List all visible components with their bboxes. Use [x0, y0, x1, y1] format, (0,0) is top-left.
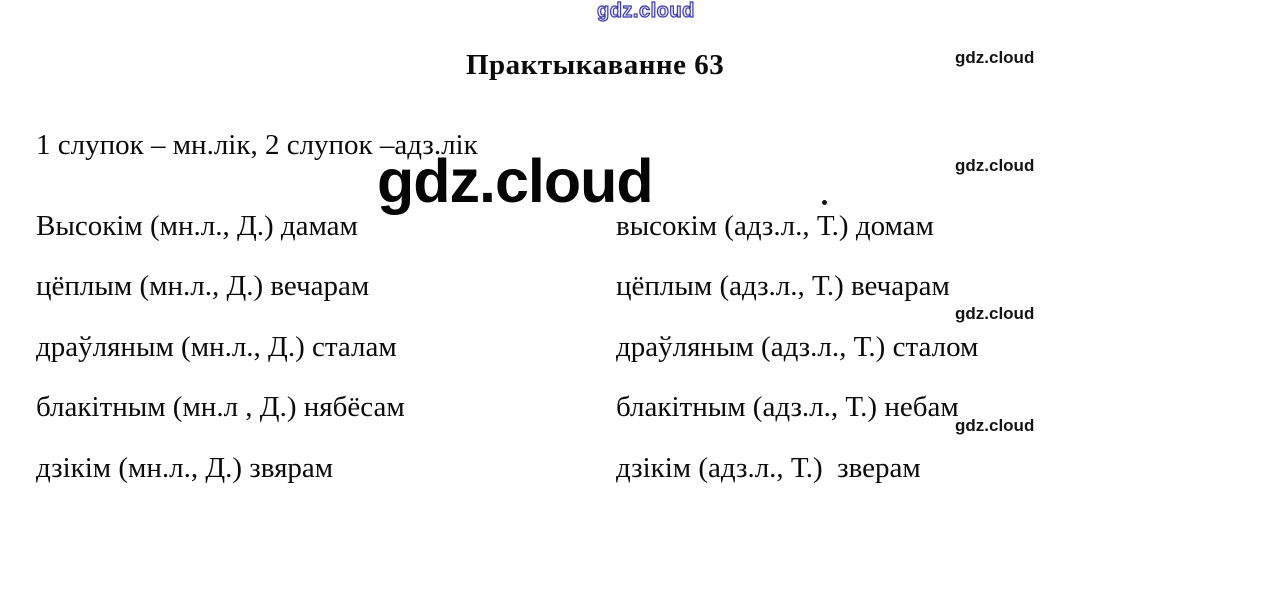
answer-row-right-2: цёплым (адз.л., Т.) вечарам: [616, 270, 950, 302]
answer-row-left-5: дзікім (мн.л., Д.) звярам: [36, 452, 334, 484]
answer-row-left-4: блакітным (мн.л , Д.) нябёсам: [36, 391, 405, 423]
brand-watermark-top-right: gdz.cloud: [955, 48, 1035, 67]
answer-row-right-3: драўляным (адз.л., Т.) сталом: [616, 331, 979, 363]
answer-row-left-1: Высокім (мн.л., Д.) дамам: [36, 210, 358, 242]
answer-row-right-5: дзікім (адз.л., Т.) зверам: [616, 452, 921, 484]
exercise-title: Практыкаванне 63: [466, 49, 725, 81]
answer-row-left-3: драўляным (мн.л., Д.) сталам: [36, 331, 397, 363]
brand-watermark-bottom-right: gdz.cloud: [955, 416, 1035, 435]
brand-watermark-lower-right: gdz.cloud: [955, 304, 1035, 323]
answer-row-right-1: высокім (адз.л., Т.) домам: [616, 210, 934, 242]
brand-watermark-top: gdz.cloud: [597, 0, 695, 22]
answer-row-right-4: блакітным (адз.л., Т.) небам: [616, 391, 959, 423]
instruction-text: 1 слупок – мн.лік, 2 слупок –адз.лік: [36, 129, 478, 161]
stray-dot-artifact: [822, 200, 827, 205]
brand-watermark-center: gdz.cloud: [377, 147, 653, 215]
brand-watermark-mid-right: gdz.cloud: [955, 156, 1035, 175]
answer-row-left-2: цёплым (мн.л., Д.) вечарам: [36, 270, 370, 302]
